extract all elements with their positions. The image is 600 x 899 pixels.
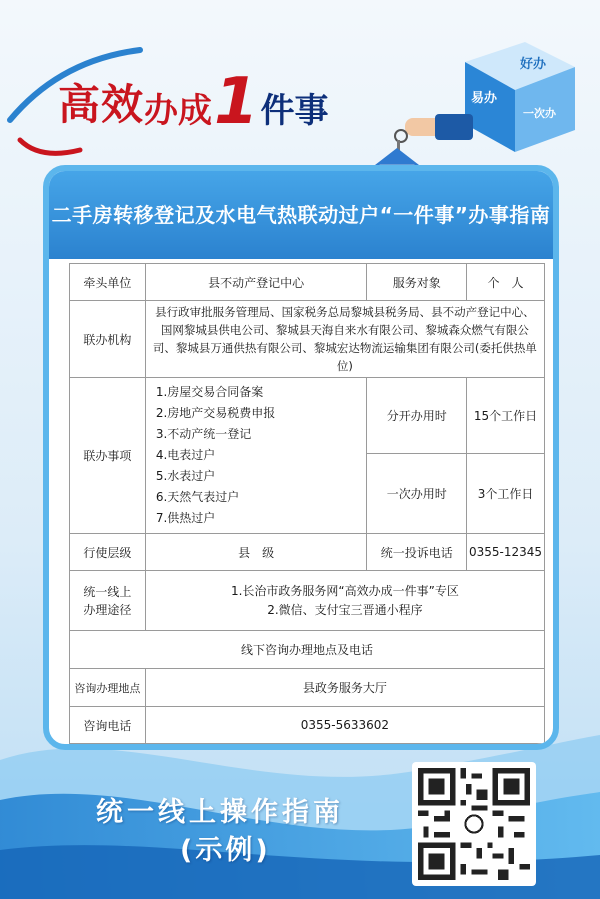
lead-unit-value: 县不动产登记中心 xyxy=(145,264,366,301)
consult-place-label: 咨询办理地点 xyxy=(70,669,146,707)
consult-phone-label: 咨询电话 xyxy=(70,707,146,744)
header-title-part2: 办成 xyxy=(144,91,213,131)
once-time-label: 一次办用时 xyxy=(367,454,467,534)
list-item: 4.电表过户 xyxy=(155,448,216,462)
joint-items-list xyxy=(145,378,366,534)
online-ways xyxy=(145,571,544,631)
cube-label-yiciban: 一次办 xyxy=(523,107,556,120)
table-row xyxy=(70,264,545,301)
separate-time-label: 分开办用时 xyxy=(367,378,467,454)
consult-place-value: 县政务服务大厅 xyxy=(145,669,544,707)
cube-label-yiban: 易办 xyxy=(471,91,498,106)
list-item: 7.供热过户 xyxy=(155,511,216,525)
table-row xyxy=(70,378,545,454)
list-item: 1.房屋交易合同备案 xyxy=(155,385,264,399)
table-row xyxy=(70,631,545,669)
cube-label-haoban: 好办 xyxy=(520,57,547,72)
list-item: 6.天然气表过户 xyxy=(155,490,240,504)
header-title-part3: 件事 xyxy=(260,91,329,131)
table-row xyxy=(70,534,545,571)
guide-card-header xyxy=(49,171,553,259)
complaint-label: 统一投诉电话 xyxy=(367,534,467,571)
list-item: 1.长治市政务服务网“高效办成一件事”专区 xyxy=(230,583,459,598)
table-row xyxy=(70,301,545,378)
joint-org-label: 联办机构 xyxy=(70,301,146,378)
guide-table xyxy=(69,263,545,744)
complaint-value: 0355-12345 xyxy=(467,534,545,571)
qr-code-icon xyxy=(418,768,530,880)
consult-phone-value: 0355-5633602 xyxy=(145,707,544,744)
separate-time-value: 15个工作日 xyxy=(467,378,545,454)
list-item: 2.微信、支付宝三晋通小程序 xyxy=(267,602,423,617)
guide-card xyxy=(43,165,559,750)
list-item: 3.不动产统一登记 xyxy=(155,427,252,441)
offline-header: 线下咨询办理地点及电话 xyxy=(70,631,545,669)
header-title-part1: 高效 xyxy=(58,80,145,129)
lead-unit-label: 牵头单位 xyxy=(70,264,146,301)
online-label xyxy=(70,571,146,631)
joint-org-value: 县行政审批服务管理局、国家税务总局黎城县税务局、县不动产登记中心、国网黎城县供电公司、黎城县天海自来水有限公司、黎城森众燃气有限公司、黎城县万通供热有限公司、黎城宏达物流运输集团有限公司(委托供热单位) xyxy=(145,301,544,378)
footer-guide-subtitle: (示例) xyxy=(180,835,271,866)
table-row xyxy=(70,669,545,707)
service-target-value: 个 人 xyxy=(467,264,545,301)
joint-items-label: 联办事项 xyxy=(70,378,146,534)
header-title xyxy=(58,62,329,139)
level-value: 县 级 xyxy=(145,534,366,571)
table-row xyxy=(70,707,545,744)
level-label: 行使层级 xyxy=(70,534,146,571)
online-label-line2: 办理途径 xyxy=(83,602,132,617)
online-label-line1: 统一线上 xyxy=(83,584,132,599)
header-title-number: 1 xyxy=(214,65,259,139)
list-item: 5.水表过户 xyxy=(155,469,216,483)
guide-title: 二手房转移登记及水电气热联动过户“一件事”办事指南 xyxy=(51,203,551,227)
once-time-value: 3个工作日 xyxy=(467,454,545,534)
table-row xyxy=(70,571,545,631)
list-item: 2.房地产交易税费申报 xyxy=(155,406,276,420)
footer-guide-title: 统一线上操作指南 xyxy=(96,797,344,828)
qr-code[interactable] xyxy=(412,762,536,886)
service-target-label: 服务对象 xyxy=(367,264,467,301)
